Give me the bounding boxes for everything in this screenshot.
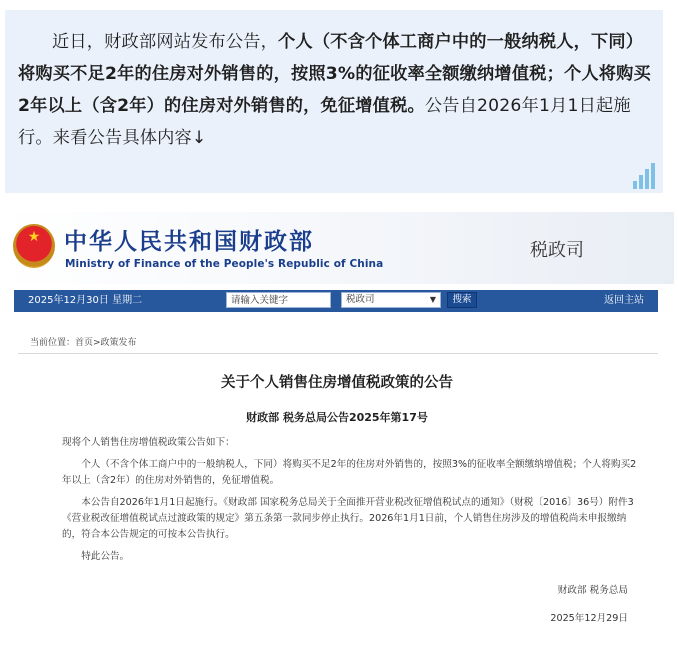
document-title: 关于个人销售住房增值税政策的公告 <box>221 375 453 391</box>
site-header <box>0 212 674 284</box>
paragraph: 现将个人销售住房增值税政策公告如下： <box>62 437 235 448</box>
ministry-name-en: Ministry of Finance of the People's Republic of China <box>65 258 384 270</box>
category-select[interactable] <box>341 292 441 308</box>
paragraph: 个人（不含个体工商户中的一般纳税人，下同）将购买不足2年的住房对外销售的，按照3%的征收率全额缴纳增值税；个人将购买2年以上（含2年）的住房对外销售的，免征增值税。 <box>62 459 637 486</box>
document-body <box>62 435 642 571</box>
nav-date: 2025年12月30日 星期二 <box>28 295 143 306</box>
signatories: 财政部 税务总局 <box>557 585 628 596</box>
divider <box>18 353 658 354</box>
department-name: 税政司 <box>530 240 584 261</box>
category-select-value: 税政司 <box>346 294 375 305</box>
ministry-name-cn: 中华人民共和国财政部 <box>64 229 314 255</box>
intro-segment-3: 公告自2026年1月1日起施行。来看公告具体内容↓ <box>18 96 631 148</box>
national-emblem-icon: ★ <box>13 224 55 268</box>
document-number: 财政部 税务总局公告2025年第17号 <box>246 411 428 424</box>
document-date: 2025年12月29日 <box>550 613 628 624</box>
signal-bars-icon <box>633 163 655 189</box>
search-button[interactable]: 搜索 <box>447 292 477 308</box>
return-home-link[interactable]: 返回主站 <box>604 295 644 306</box>
intro-panel <box>5 10 663 193</box>
intro-segment-bold: 个人（不含个体工商户中的一般纳税人，下同）将购买不足2年的住房对外销售的，按照3%的征收率全额缴纳增值税；个人将购买2年以上（含2年）的住房对外销售的，免征增值税。 <box>18 32 651 116</box>
nav-bar <box>14 290 658 312</box>
paragraph: 本公告自2026年1月1日起施行。《财政部 国家税务总局关于全面推开营业税改征增值税试点的通知》（财税〔2016〕36号）附件3《营业税改征增值税试点过渡政策的规定》第五条第一款同步停止执行。2026年1月1日前，个人销售住房涉及的增值税尚未申报缴纳的，符合本公告规定的可按本公告执行。 <box>62 497 634 540</box>
chevron-down-icon: ▼ <box>429 295 436 304</box>
paragraph: 特此公告。 <box>81 551 130 562</box>
intro-segment-1: 近日，财政部网站发布公告， <box>52 32 279 52</box>
website-screenshot <box>0 212 674 652</box>
breadcrumb: 当前位置：首页>政策发布 <box>30 338 137 348</box>
intro-text <box>18 26 658 154</box>
search-input[interactable]: 请输入关键字 <box>226 292 331 308</box>
